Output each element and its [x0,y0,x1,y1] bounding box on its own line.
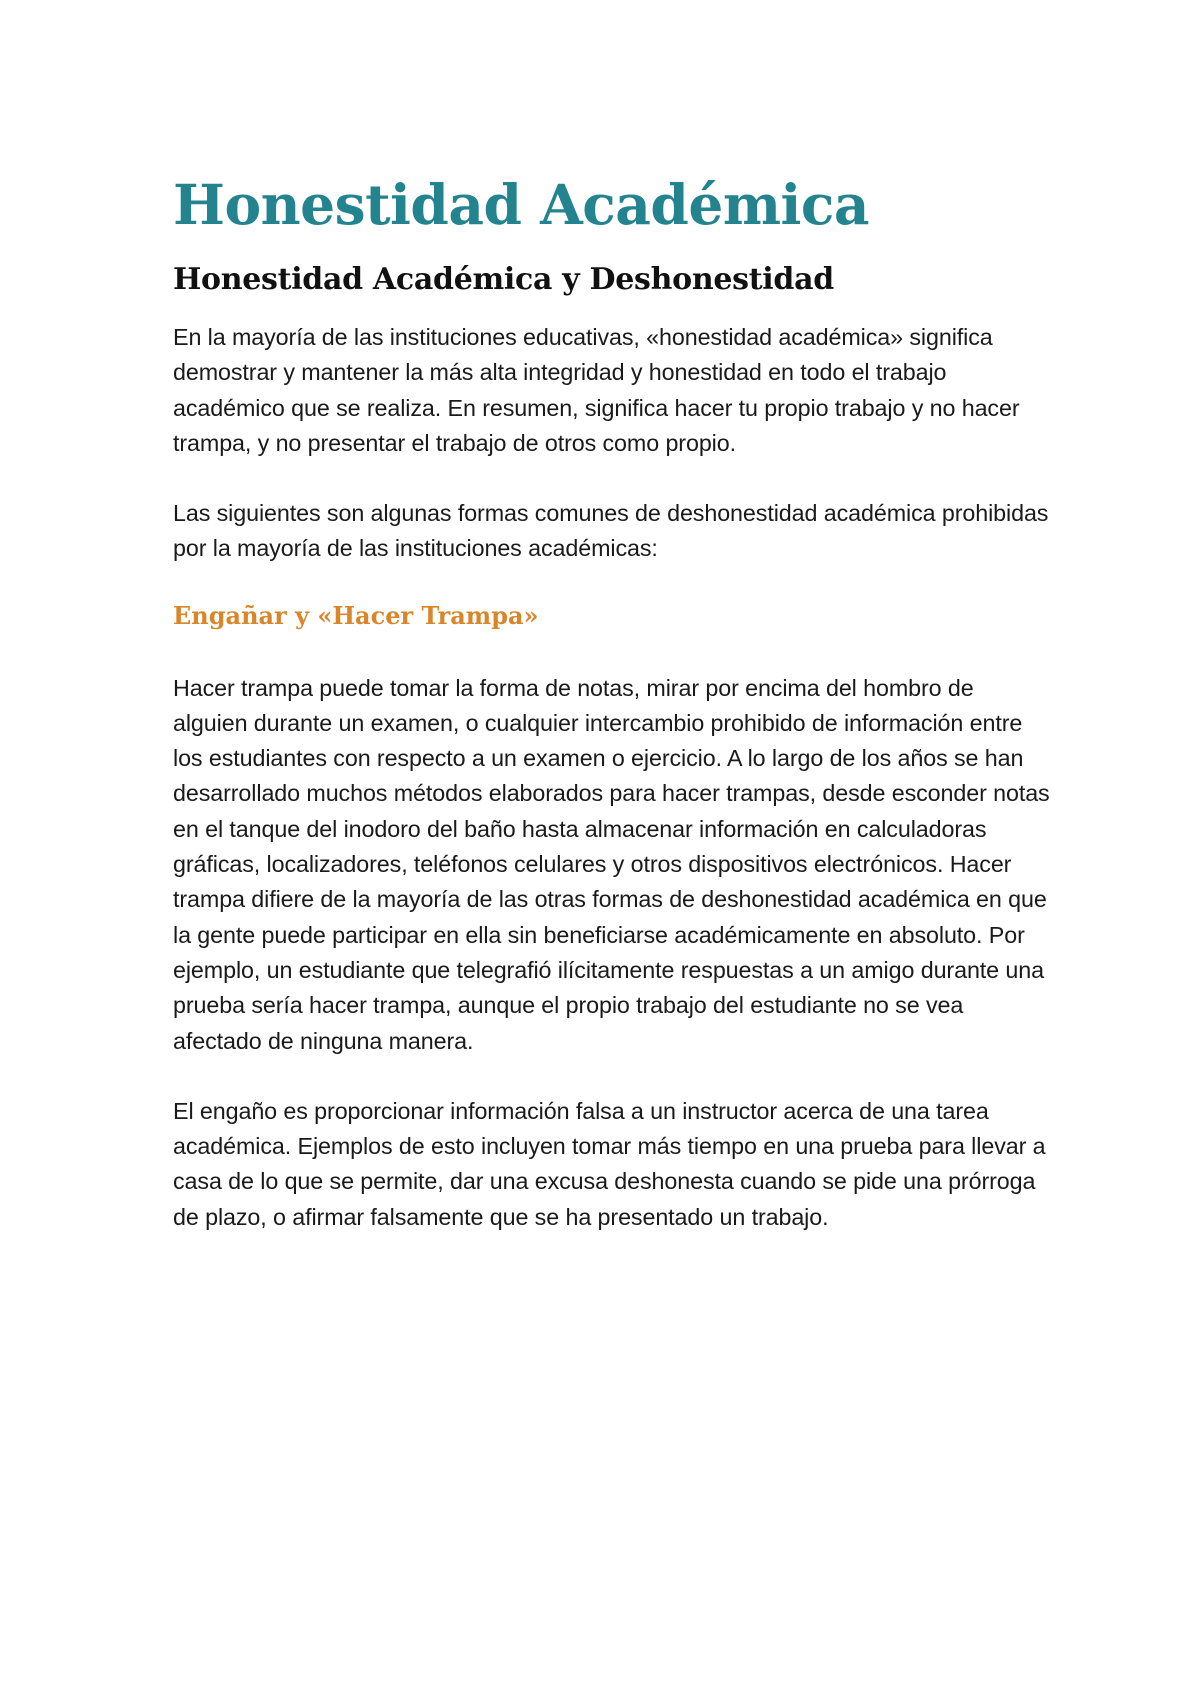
cheating-paragraph: Hacer trampa puede tomar la forma de notas, mirar por encima del hombro de alguien durante un examen, o cualquier intercambio prohibido de información entre los estudiantes con respecto a un examen o ejercicio. A lo largo de los años se han desarrollado muchos métodos elaborados para hacer trampas, desde esconder notas en el tanque del inodoro del baño hasta almacenar información en calculadoras gráficas, localizadores, teléfonos celulares y otros dispositivos electrónicos. Hacer trampa difiere de la mayoría de las otras formas de deshonestidad académica en que la gente puede participar en ella sin beneficiarse académicamente en absoluto. Por ejemplo, un estudiante que telegrafió ilícitamente respuestas a un amigo durante una prueba sería hacer trampa, aunque el propio trabajo del estudiante no se vea afectado de ninguna manera. [173,674,1050,1054]
forms-paragraph: Las siguientes son algunas formas comunes de deshonestidad académica prohibidas por la mayoría de las instituciones académicas: [173,500,1049,562]
deception-paragraph: El engaño es proporcionar información falsa a un instructor acerca de una tarea académica. Ejemplos de esto incluyen tomar más tiempo en una prueba para llevar a casa de lo que se permite, dar una excusa deshonesta cuando se pide una prórroga de plazo, o afirmar falsamente que se ha presentado un trabajo. [173,1097,1046,1230]
document-content [173,172,1053,1270]
intro-paragraph: En la mayoría de las instituciones educativas, «honestidad académica» significa demostrar y mantener la más alta integridad y honestidad en todo el trabajo académico que se realiza. En resumen, significa hacer tu propio trabajo y no hacer trampa, y no presentar el trabajo de otros como propio. [173,324,1020,456]
section-subtitle: Honestidad Académica y Deshonestidad [173,262,834,297]
page-title: Honestidad Académica [173,172,870,237]
cheating-heading: Engañar y «Hacer Trampa» [173,600,539,630]
